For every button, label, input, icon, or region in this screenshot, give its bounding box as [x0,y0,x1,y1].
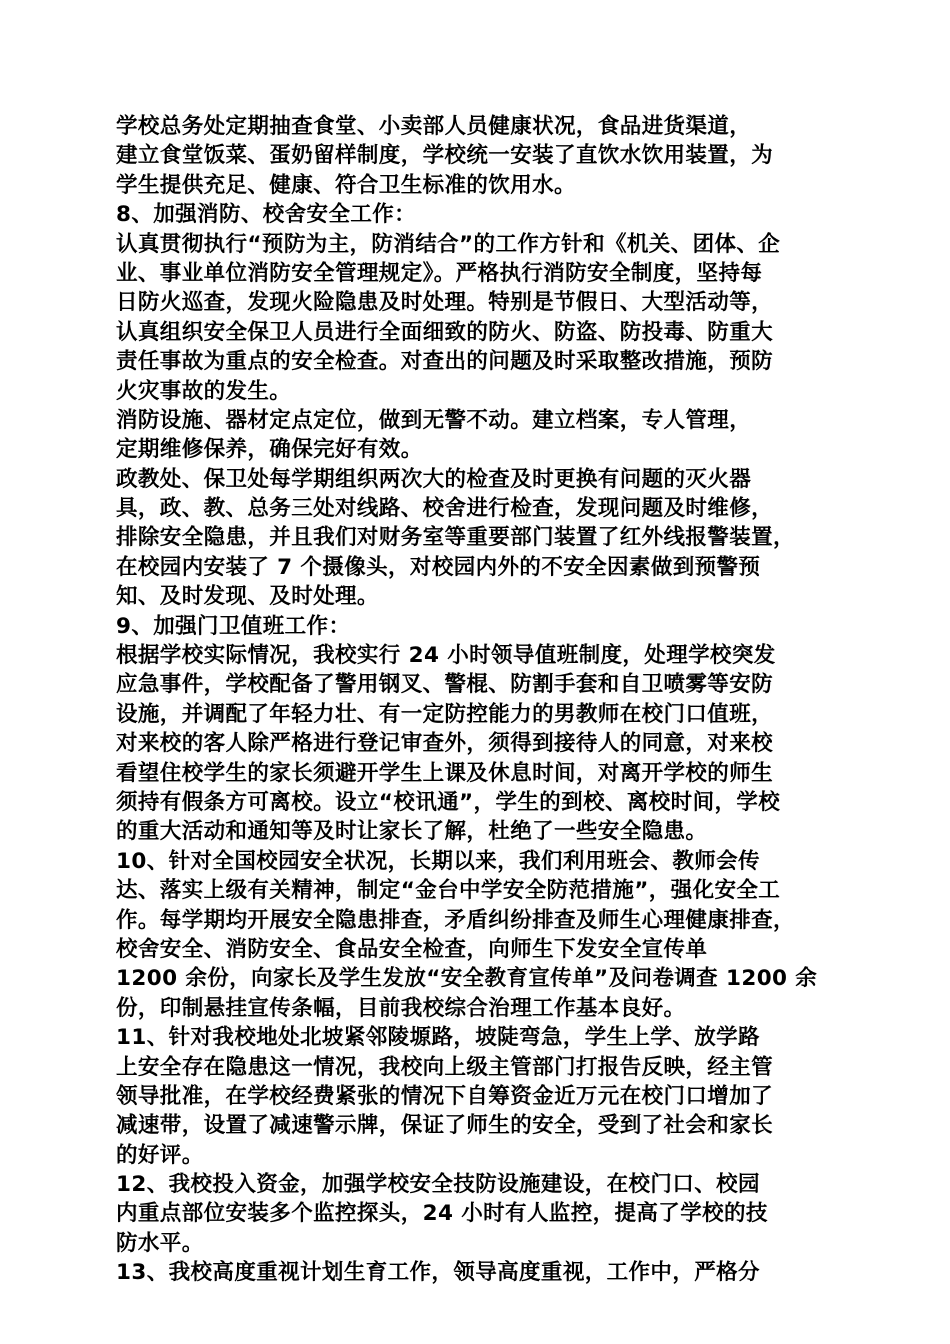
text-line: 防水平。 [116,1230,204,1256]
text-line: 上安全存在隐患这一情况，我校向上级主管部门打报告反映，经主管 [116,1054,774,1080]
text-line: 火灾事故的发生。 [116,378,292,404]
text-line: 具，政、教、总务三处对线路、校舍进行检查，发现问题及时维修， [116,496,774,522]
text-line: 13、我校高度重视计划生育工作，领导高度重视，工作中，严格分 [116,1260,760,1286]
section-heading: 8、加强消防、校舍安全工作： [116,202,417,228]
text-line: 政教处、保卫处每学期组织两次大的检查及时更换有问题的灭火器 [116,466,752,492]
text-line: 的好评。 [116,1142,204,1168]
text-line: 看望住校学生的家长须避开学生上课及休息时间，对离开学校的师生 [116,760,774,786]
text-line: 的重大活动和通知等及时让家长了解，杜绝了一些安全隐患。 [116,819,708,845]
text-line: 1200 余份，向家长及学生发放“安全教育宣传单”及问卷调查 1200 余 [116,966,818,992]
text-line: 在校园内安装了 7 个摄像头，对校园内外的不安全因素做到预警预 [116,554,761,580]
text-line: 根据学校实际情况，我校实行 24 小时领导值班制度，处理学校突发 [116,643,776,669]
section-heading: 9、加强门卫值班工作： [116,613,351,639]
text-line: 内重点部位安装多个监控探头，24 小时有人监控，提高了学校的技 [116,1201,768,1227]
text-line: 校舍安全、消防安全、食品安全检查，向师生下发安全宣传单 [116,936,708,962]
text-line: 12、我校投入资金，加强学校安全技防设施建设，在校门口、校园 [116,1172,760,1198]
text-line: 作。每学期均开展安全隐患排查，矛盾纠纷排查及师生心理健康排查， [116,907,795,933]
document-body [116,112,846,1288]
text-line: 责任事故为重点的安全检查。对查出的问题及时采取整改措施，预防 [116,349,774,375]
text-line: 学生提供充足、健康、符合卫生标准的饮用水。 [116,172,576,198]
text-line: 定期维修保养，确保完好有效。 [116,437,423,463]
text-line: 应急事件，学校配备了警用钢叉、警棍、防割手套和自卫喷雾等安防 [116,672,774,698]
text-line: 领导批准，在学校经费紧张的情况下自筹资金近万元在校门口增加了 [116,1083,774,1109]
text-line: 认真组织安全保卫人员进行全面细致的防火、防盗、防投毒、防重大 [116,319,774,345]
text-line: 认真贯彻执行“预防为主，防消结合”的工作方针和《机关、团体、企 [116,231,781,257]
text-line: 减速带，设置了减速警示牌，保证了师生的安全，受到了社会和家长 [116,1113,774,1139]
text-line: 业、事业单位消防安全管理规定》。严格执行消防安全制度，坚持每 [116,260,763,286]
text-line: 设施，并调配了年轻力壮、有一定防控能力的男教师在校门口值班， [116,701,774,727]
text-line: 学校总务处定期抽查食堂、小卖部人员健康状况，食品进货渠道， [116,114,752,139]
text-line: 知、及时发现、及时处理。 [116,584,379,610]
text-line: 须持有假条方可离校。设立“校讯通”，学生的到校、离校时间，学校 [116,789,781,815]
text-line: 排除安全隐患，并且我们对财务室等重要部门装置了红外线报警装置， [116,525,795,551]
text-line: 建立食堂饭菜、蛋奶留样制度，学校统一安装了直饮水饮用装置，为 [116,143,774,169]
text-line: 日防火巡查，发现火险隐患及时处理。特别是节假日、大型活动等， [116,290,774,316]
text-line: 11、针对我校地处北坡紧邻陵塬路，坡陡弯急，学生上学、放学路 [116,1025,760,1051]
text-line: 对来校的客人除严格进行登记审查外，须得到接待人的同意，对来校 [116,731,774,757]
text-line: 达、落实上级有关精神，制定“金台中学安全防范措施”，强化安全工 [116,878,781,904]
text-line: 10、针对全国校园安全状况，长期以来，我们利用班会、教师会传 [116,848,760,874]
text-line: 消防设施、器材定点定位，做到无警不动。建立档案，专人管理， [116,407,752,433]
text-line: 份，印制悬挂宣传条幅，目前我校综合治理工作基本良好。 [116,995,686,1021]
